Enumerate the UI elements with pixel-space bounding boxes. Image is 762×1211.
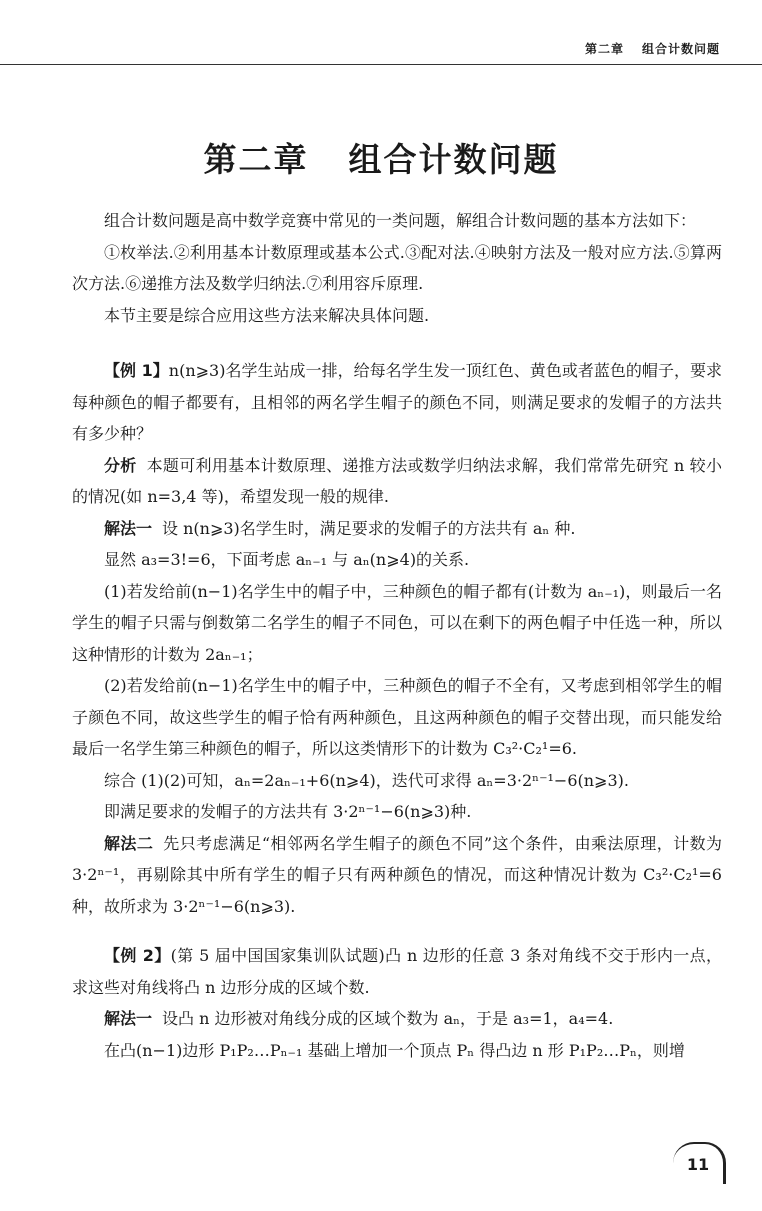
analysis-label: 分析 <box>104 455 137 475</box>
example-2-solution-1-label: 解法一 <box>104 1009 153 1028</box>
example-2-solution-1 <box>72 1003 722 1035</box>
solution-1-combine: 综合 (1)(2)可知，aₙ=2aₙ₋₁+6(n⩾4)，迭代可求得 aₙ=3·2ⁿ⁻¹−6(n⩾3). <box>104 770 629 790</box>
solution-1-step: 显然 a₃=3!=6，下面考虑 aₙ₋₁ 与 aₙ(n⩾4)的关系. <box>104 550 470 569</box>
intro-summary: 本节主要是综合应用这些方法来解决具体问题. <box>104 305 430 325</box>
running-head-section: 组合计数问题 <box>641 42 720 56</box>
example-1-solution-2 <box>72 828 722 923</box>
solution-1-case-2: (2)若发给前(n−1)名学生中的帽子中，三种颜色的帽子不全有，又考虑到相邻学生的帽子颜色不同，故这些学生的帽子恰有两种颜色，且这两种颜色的帽子交替出现，而只能发给最后一名学生第三种颜色的帽子，所以这类情形下的计数为 C₃²·C₂¹=6. <box>72 676 722 758</box>
page-number: 11 <box>673 1142 726 1184</box>
example-2-solution-1-text: 设凸 n 边形被对角线分成的区域个数为 aₙ，于是 a₃=1，a₄=4. <box>162 1009 614 1028</box>
header-rule <box>0 64 762 65</box>
solution-2-label: 解法二 <box>104 833 154 853</box>
methods-list: ①枚举法.②利用基本计数原理或基本公式.③配对法.④映射方法及一般对应方法.⑤算两次方法.⑥递推方法及数学归纳法.⑦利用容斥原理. <box>72 242 722 293</box>
page-body <box>72 205 722 1066</box>
example-1-label: 【例 1】 <box>104 361 169 380</box>
example-2-label: 【例 2】 <box>104 946 171 965</box>
running-head <box>585 40 720 57</box>
example-1-solution-1 <box>72 513 722 545</box>
solution-1-text: 设 n(n⩾3)名学生时，满足要求的发帽子的方法共有 aₙ 种. <box>162 518 576 538</box>
example-2-text: (第 5 届中国国家集训队试题)凸 n 边形的任意 3 条对角线不交于形内一点，求这些对角线将凸 n 边形分成的区域个数. <box>72 946 722 997</box>
intro-paragraph: 组合计数问题是高中数学竞赛中常见的一类问题，解组合计数问题的基本方法如下： <box>104 211 697 230</box>
solution-1-case-1: (1)若发给前(n−1)名学生中的帽子中，三种颜色的帽子都有(计数为 aₙ₋₁)，则最后一名学生的帽子只需与倒数第二名学生的帽子不同色，可以在剩下的两色帽子中任选一种，所以这种情形的计数为 2aₙ₋₁； <box>72 581 722 664</box>
chapter-title <box>0 134 762 181</box>
running-head-chapter: 第二章 <box>584 42 624 56</box>
example-2-solution-1-continued: 在凸(n−1)边形 P₁P₂…Pₙ₋₁ 基础上增加一个顶点 Pₙ 得凸边 n 形 P₁P₂…Pₙ，则增 <box>104 1040 685 1060</box>
analysis-text: 本题可利用基本计数原理、递推方法或数学归纳法求解，我们常常先研究 n 较小的情况(如 n=3,4 等)，希望发现一般的规律. <box>72 455 722 506</box>
chapter-number: 第二章 <box>203 140 309 179</box>
chapter-name: 组合计数问题 <box>348 140 559 179</box>
example-1-text: n(n⩾3)名学生站成一排，给每名学生发一顶红色、黄色或者蓝色的帽子，要求每种颜色的帽子都要有，且相邻的两名学生帽子的颜色不同，则满足要求的发帽子的方法共有多少种？ <box>72 361 722 443</box>
solution-2-text: 先只考虑满足“相邻两名学生帽子的颜色不同”这个条件，由乘法原理，计数为 3·2ⁿ⁻¹，再剔除其中所有学生的帽子只有两种颜色的情况，而这种情况计数为 C₃²·C₂¹=6 种，故所求为 3·2ⁿ⁻¹−6(n⩾3). <box>72 833 722 916</box>
solution-1-conclusion: 即满足要求的发帽子的方法共有 3·2ⁿ⁻¹−6(n⩾3)种. <box>104 802 472 821</box>
example-2-problem <box>72 940 722 1003</box>
example-1-analysis <box>72 450 722 513</box>
solution-1-label: 解法一 <box>104 518 153 538</box>
example-1-problem <box>72 355 722 450</box>
